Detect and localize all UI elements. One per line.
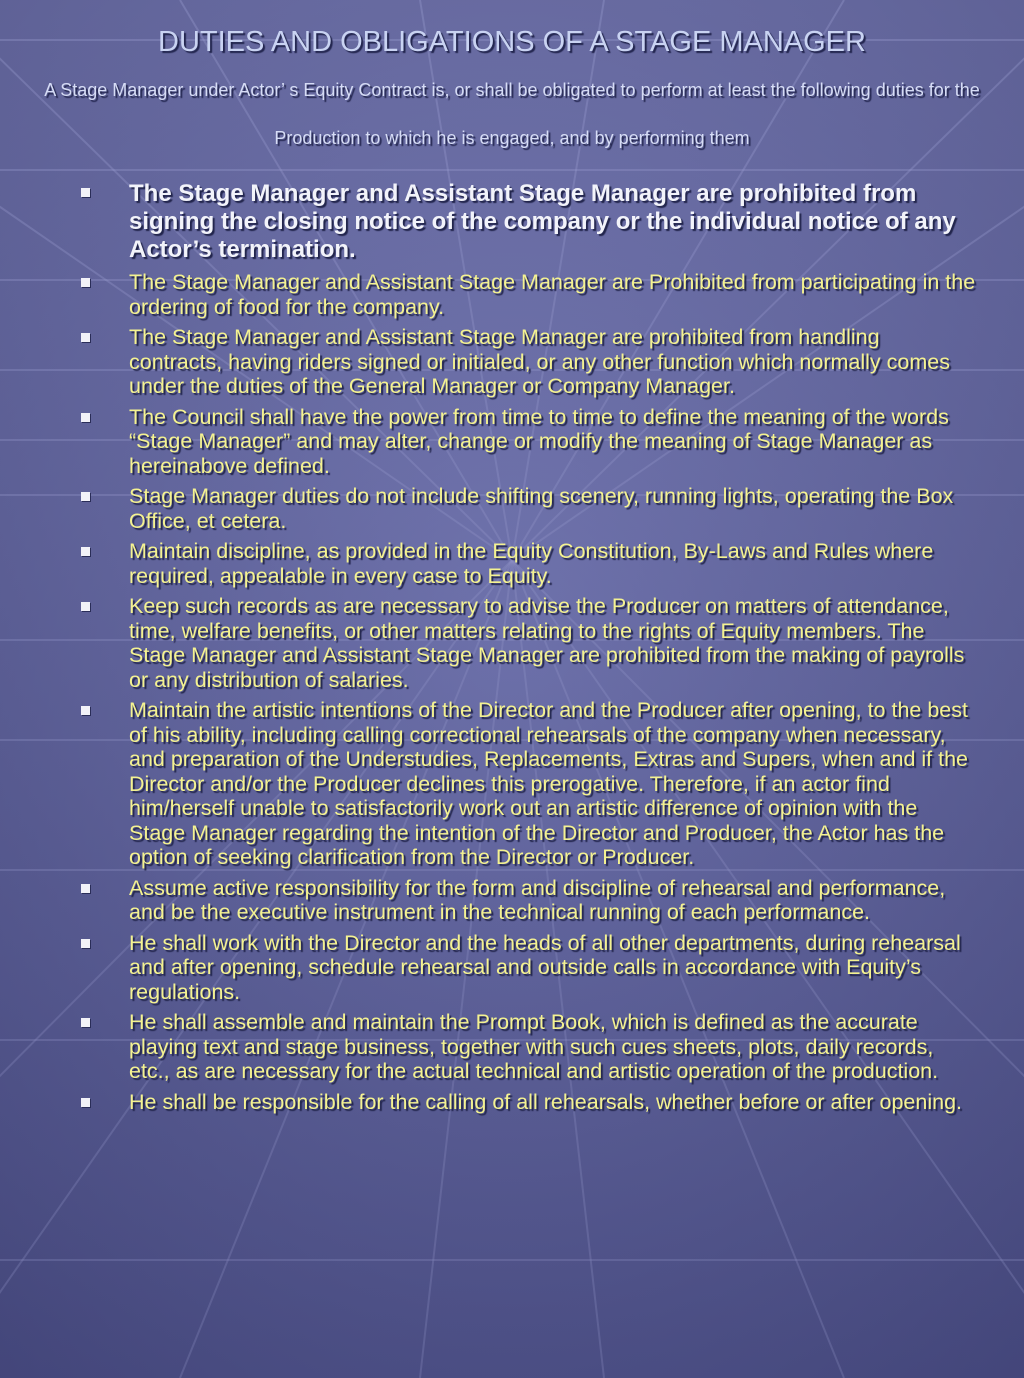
slide-title: DUTIES AND OBLIGATIONS OF A STAGE MANAGER bbox=[158, 26, 866, 58]
square-bullet-icon bbox=[81, 884, 90, 893]
list-item-text: Assume active responsibility for the form and discipline of rehearsal and performance, and be the executive instrument in the technical running of each performance. bbox=[129, 875, 946, 924]
square-bullet-icon bbox=[81, 706, 90, 715]
list-item-text: He shall assemble and maintain the Prompt Book, which is defined as the accurate playing text and stage business, together with such cues sheets, plots, daily records, etc., as are necessary for the actual technical and artistic operation of the production. bbox=[129, 1010, 939, 1083]
bullet-list bbox=[78, 180, 978, 1120]
list-item-text: The Stage Manager and Assistant Stage Manager are prohibited from signing the closing notice of the company or the individual notice of any Actor’s termination. bbox=[129, 180, 956, 263]
square-bullet-icon bbox=[81, 492, 90, 501]
list-item bbox=[78, 594, 978, 692]
list-item bbox=[78, 484, 978, 533]
square-bullet-icon bbox=[81, 333, 90, 342]
list-item-text: The Stage Manager and Assistant Stage Manager are Prohibited from participating in the ordering of food for the company. bbox=[129, 270, 976, 319]
list-item bbox=[78, 325, 978, 399]
slide-subtitle: A Stage Manager under Actor’ s Equity Contract is, or shall be obligated to perform at least the following duties for the Production to which he is engaged, and by performing them bbox=[44, 80, 980, 148]
list-item-text: He shall be responsible for the calling of all rehearsals, whether before or after opening. bbox=[129, 1089, 963, 1114]
square-bullet-icon bbox=[81, 1018, 90, 1027]
list-item bbox=[78, 931, 978, 1005]
list-item-text: He shall work with the Director and the heads of all other departments, during rehearsal and after opening, schedule rehearsal and outside calls in accordance with Equity’s regulations. bbox=[129, 930, 961, 1004]
list-item bbox=[78, 876, 978, 925]
list-item-text: The Stage Manager and Assistant Stage Manager are prohibited from handling contracts, having riders signed or initialed, or any other function which normally comes under the duties of the General Manager or Company Manager. bbox=[129, 325, 950, 398]
square-bullet-icon bbox=[81, 278, 90, 287]
square-bullet-icon bbox=[81, 547, 90, 556]
list-item-text: The Council shall have the power from time to time to define the meaning of the words “Stage Manager” and may alter, change or modify the meaning of Stage Manager as hereinabove defined. bbox=[129, 404, 949, 478]
square-bullet-icon bbox=[81, 602, 90, 611]
list-item-text: Stage Manager duties do not include shifting scenery, running lights, operating the Box Office, et cetera. bbox=[129, 484, 954, 533]
square-bullet-icon bbox=[81, 188, 90, 197]
list-item bbox=[78, 405, 978, 479]
list-item-text: Maintain discipline, as provided in the Equity Constitution, By-Laws and Rules where required, appealable in every case to Equity. bbox=[129, 539, 934, 588]
list-item-text: Maintain the artistic intentions of the Director and the Producer after opening, to the best of his ability, including calling correctional rehearsals of the company when necessary, and preparation of the Understudies, Replacements, Extras and Supers, when and if the Director and/or the Producer declines this prerogative. Therefore, if an actor find him/herself unable to satisfactorily work out an artistic difference of opinion with the Stage Manager regarding the intention of the Director and Producer, the Actor has the option of seeking clarification from the Director or Producer. bbox=[129, 698, 969, 869]
list-item bbox=[78, 1090, 978, 1115]
list-item bbox=[78, 539, 978, 588]
list-item bbox=[78, 180, 978, 264]
list-item-text: Keep such records as are necessary to advise the Producer on matters of attendance, time, welfare benefits, or other matters relating to the rights of Equity members. The Stage Manager and Assistant Stage Manager are prohibited from the making of payrolls or any distribution of salaries. bbox=[129, 594, 965, 692]
list-item bbox=[78, 1010, 978, 1084]
square-bullet-icon bbox=[81, 1098, 90, 1107]
square-bullet-icon bbox=[81, 413, 90, 422]
list-item bbox=[78, 270, 978, 319]
square-bullet-icon bbox=[81, 939, 90, 948]
list-item bbox=[78, 698, 978, 870]
